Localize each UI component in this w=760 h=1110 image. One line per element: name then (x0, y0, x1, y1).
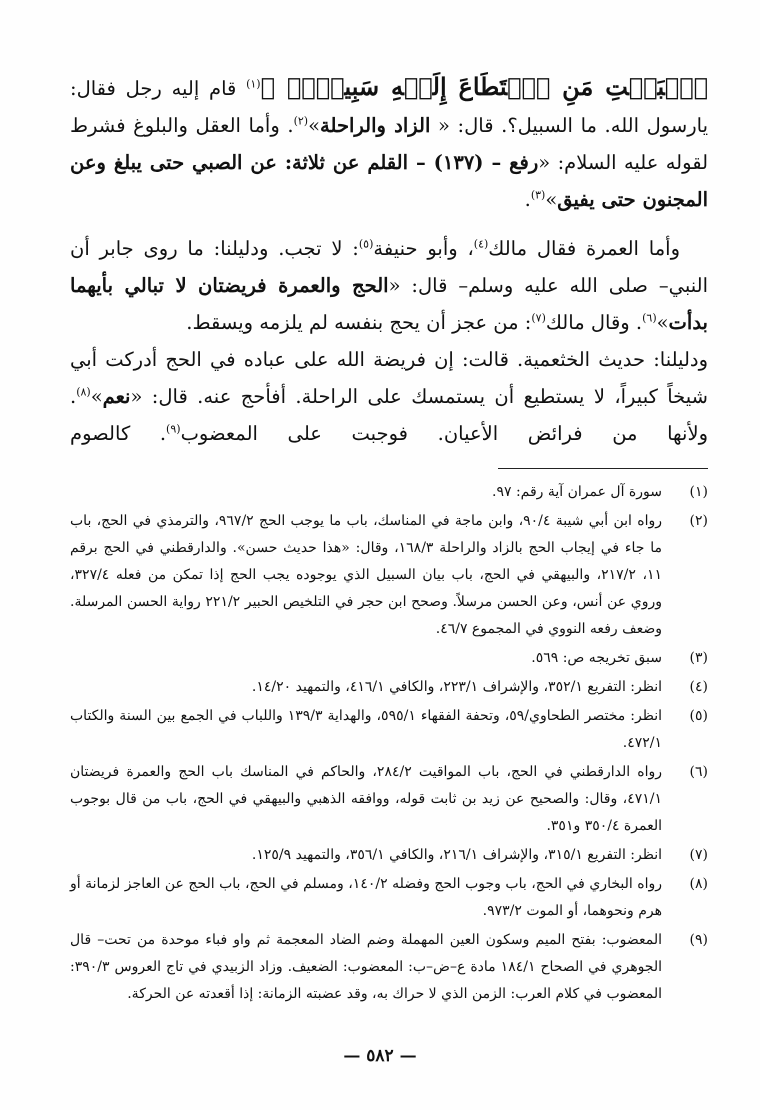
footnote-1 (70, 479, 708, 506)
footnote-number: (٢) (689, 513, 708, 529)
page-number: — ٥٨٢ — (343, 1046, 417, 1066)
footnote-text: سورة آل عمران آية رقم: ٩٧. (492, 484, 662, 500)
text-run: » (308, 114, 321, 137)
footnote-ref-4[interactable]: (٤) (473, 237, 489, 251)
footnote-number: (٦) (689, 764, 708, 780)
footnotes-section (70, 479, 708, 1008)
footnote-5 (70, 703, 708, 757)
footnote-9 (70, 927, 708, 1008)
text-run: وأما العمرة فقال مالك (488, 237, 681, 260)
hadith-bold-3: الحج والعمرة فريضتان لا تبالي بأيهما بدأت (70, 274, 708, 334)
footnote-3 (70, 645, 708, 672)
footnote-ref-8[interactable]: (٨) (76, 385, 91, 399)
text-run: : لا تجب. ودليلنا: ما روى جابر أن النبي– صلى الله عليه وسلم– قال: « (70, 237, 708, 297)
text-run: ودليلنا: حديث الخثعمية. قالت: إن فريضة الله على عباده في الحج أدركت أبي شيخاً كبيراً، لا يستطيع أن يستمسك على الراحلة. أفأحج عنه. قال: « (70, 348, 708, 408)
footnote-text: انظر: التفريع ٣٥٢/١، والإشراف ٢٢٣/١، والكافي ٤١٦/١، والتمهيد ١٤/٢٠. (251, 679, 662, 695)
footnote-text: انظر: التفريع ٣١٥/١، والإشراف ٢١٦/١، والكافي ٣٥٦/١، والتمهيد ١٢٥/٩. (251, 847, 662, 863)
footnote-text: رواه البخاري في الحج، باب وجوب الحج وفضله ١٤٠/٢، ومسلم في الحج، باب الحج عن العاجز لزمانة أو هرم ونحوهما، أو الموت ٩٧٣/٢. (70, 876, 662, 919)
text-run: . وقال مالك (545, 311, 643, 334)
footnote-number: (٩) (689, 932, 708, 948)
paragraph-3 (70, 341, 708, 452)
hadith-bold-1: الزاد والراحلة (320, 114, 431, 137)
footnote-text: رواه ابن أبي شيبة ٩٠/٤، وابن ماجة في المناسك، باب ما يوجب الحج ٩٦٧/٢، والترمذي في الحج، باب ما جاء في إيجاب الحج بالزاد والراحلة ١٦٨/٣، وقال: «هذا حديث حسن». والدارقطني في الحج برقم ١١، ٢١٧/٢، والبيهقي في الحج، باب بيان السبيل الذي يوجوده يجب الحج إذا تمكن من فعله ٣٢٧/٤، وروي عن أنس، وعن الحسن مرسلاً. وصحح ابن حجر في التلخيص الحبير ٢٢١/٢ رواية الحسن المرسلة. وضعف رفعه النووي في المجموع ٤٦/٧. (70, 513, 663, 637)
footnote-7 (70, 842, 708, 869)
page-body (70, 68, 708, 1010)
footnote-ref-5[interactable]: (٥) (358, 237, 374, 251)
text-run: . وأما العقل والبلوغ فشرط لقوله عليه السلام: « (70, 114, 709, 174)
footnote-text: انظر: مختصر الطحاوي/٥٩، وتحفة الفقهاء ٥٩٥/١، والهداية ١٣٩/٣ واللباب في الجمع بين السنة والكتاب ٤٧٢/١. (70, 708, 662, 751)
footnote-ref-7[interactable]: (٧) (531, 311, 546, 325)
footnote-4 (70, 674, 708, 701)
paragraph-1 (70, 68, 708, 218)
footnote-8 (70, 871, 708, 925)
footnote-ref-3[interactable]: (٣) (530, 188, 546, 202)
footnote-ref-2[interactable]: (٢) (293, 114, 309, 128)
text-run: » (545, 188, 558, 211)
footnote-text: سبق تخريجه ص: ٥٦٩. (531, 650, 662, 666)
footnote-ref-1[interactable]: (١) (246, 77, 261, 91)
footnote-6 (70, 759, 708, 840)
text-run: : من عجز أن يحج بنفسه لم يلزمه ويسقط. (186, 311, 532, 334)
hadith-bold-2: رفع – (١٣٧) – القلم عن ثلاثة: عن الصبي حتى يبلغ وعن المجنون حتى يفيق (70, 151, 708, 211)
footnote-number: (١) (689, 484, 708, 500)
text-run: » (90, 385, 103, 408)
footnote-ref-6[interactable]: (٦) (642, 311, 657, 325)
footnote-number: (٨) (689, 876, 708, 892)
quran-verse: ٱلۡبَيۡتِ مَنِ ٱسۡتَطَاعَ إِلَيۡهِ سَبِيلٗاۚ ﴾ (260, 72, 709, 101)
footnote-number: (٣) (689, 650, 708, 666)
paragraph-2 (70, 230, 708, 341)
text-run: . (524, 188, 531, 211)
text-run: » (656, 311, 669, 334)
footnote-number: (٤) (689, 679, 708, 695)
footnote-text: المعضوب: بفتح الميم وسكون العين المهملة وضم الضاد المعجمة ثم واو فباء موحدة من تحت– قال الجوهري في الصحاح ١٨٤/١ مادة ع–ض–ب: المعضوب: الضعيف. وزاد الزبيدي في تاج العروس ٣٩٠/٣: المعضوب في كلام العرب: الزمن الذي لا حراك به، وقد عضبته الزمانة: إذا أقعدته عن الحركة. (70, 932, 663, 1002)
footnote-number: (٥) (689, 708, 708, 724)
main-text (70, 68, 708, 452)
hadith-bold-4: نعم (102, 385, 131, 408)
text-run: . كالصوم (70, 422, 167, 445)
footnote-text: رواه الدارقطني في الحج، باب المواقيت ٢٨٤/٢، والحاكم في المناسك باب الحج والعمرة فريضتان ٤٧١/١، وقال: والصحيح عن زيد بن ثابت قوله، ووافقه الذهبي والبيهقي في الحج، باب من قال بوجوب العمرة ٣٥٠/٤ و٣٥١. (70, 764, 662, 834)
footnote-2 (70, 508, 708, 643)
footnote-number: (٧) (689, 847, 708, 863)
text-run: قام إليه رجل فقال: يارسول الله. ما السبيل؟. قال: « (70, 77, 708, 137)
footnote-ref-9[interactable]: (٩) (166, 422, 181, 436)
text-run: . ولأنها من فرائض الأعيان. فوجبت على المعضوب (70, 385, 708, 445)
text-run: ، وأبو حنيفة (373, 237, 474, 260)
footnote-divider (498, 468, 708, 469)
